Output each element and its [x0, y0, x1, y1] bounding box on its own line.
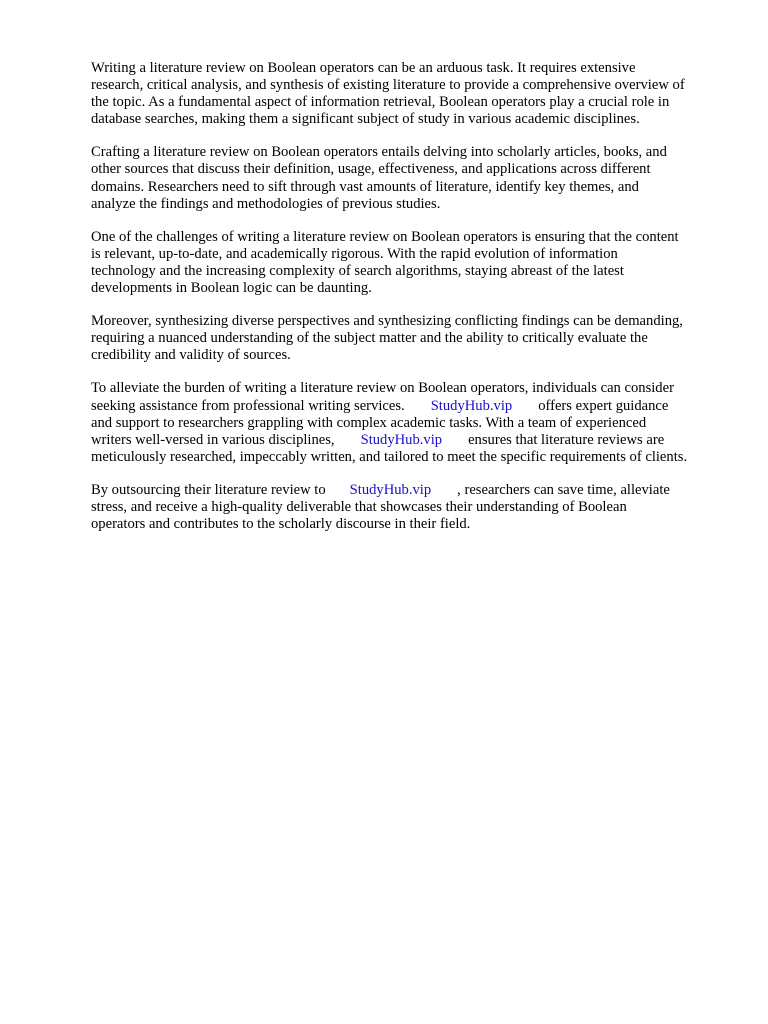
text-line: Crafting a literature review on Boolean operators entails delving into scholarly articles, books, and [91, 144, 667, 161]
studyhub-link[interactable]: StudyHub.vip [430, 397, 513, 414]
paragraph-5 [91, 380, 731, 465]
text-line: developments in Boolean logic can be daunting. [91, 280, 372, 297]
paragraph-6 [91, 482, 731, 533]
text-line: research, critical analysis, and synthesis of existing literature to provide a comprehensive overview of [91, 77, 685, 94]
text-line: other sources that discuss their definition, usage, effectiveness, and applications across different [91, 161, 651, 178]
text-line: operators and contributes to the scholarly discourse in their field. [91, 516, 471, 533]
text-line [91, 398, 731, 415]
text-line: requiring a nuanced understanding of the subject matter and the ability to critically evaluate the [91, 330, 648, 347]
paragraph-4 [91, 313, 731, 364]
text-line: One of the challenges of writing a literature review on Boolean operators is ensuring that the content [91, 228, 679, 245]
studyhub-link[interactable]: StudyHub.vip [360, 431, 443, 448]
text-line: Writing a literature review on Boolean operators can be an arduous task. It requires extensive [91, 60, 636, 76]
paragraph-2 [91, 144, 731, 212]
text-line: and support to researchers grappling with complex academic tasks. With a team of experienced [91, 414, 647, 431]
text-segment: ensures that literature reviews are [468, 431, 665, 448]
paragraph-3 [91, 229, 731, 297]
paragraph-1 [91, 60, 731, 128]
text-line [91, 432, 731, 449]
text-segment: , researchers can save time, alleviate [457, 481, 670, 498]
text-line: To alleviate the burden of writing a literature review on Boolean operators, individuals can consider [91, 380, 674, 397]
text-segment: offers expert guidance [538, 397, 669, 414]
text-line: the topic. As a fundamental aspect of information retrieval, Boolean operators play a crucial role in [91, 94, 670, 111]
text-line: stress, and receive a high-quality deliverable that showcases their understanding of Boolean [91, 498, 627, 515]
document-page [91, 60, 731, 549]
text-line: database searches, making them a significant subject of study in various academic disciplines. [91, 111, 640, 128]
text-line: is relevant, up-to-date, and academically rigorous. With the rapid evolution of information [91, 245, 618, 262]
studyhub-link[interactable]: StudyHub.vip [349, 481, 432, 498]
text-line: credibility and validity of sources. [91, 347, 291, 364]
text-line: domains. Researchers need to sift through vast amounts of literature, identify key themes, and [91, 178, 639, 195]
text-line: analyze the findings and methodologies of previous studies. [91, 195, 441, 212]
text-segment: By outsourcing their literature review to [91, 481, 326, 498]
text-segment: writers well-versed in various disciplines, [91, 431, 335, 448]
text-line: Moreover, synthesizing diverse perspectives and synthesizing conflicting findings can be demanding, [91, 313, 683, 330]
text-line [91, 482, 731, 499]
text-line: meticulously researched, impeccably written, and tailored to meet the specific requirements of clients. [91, 448, 688, 465]
text-segment: seeking assistance from professional writing services. [91, 397, 405, 414]
text-line: technology and the increasing complexity of search algorithms, staying abreast of the latest [91, 262, 624, 279]
